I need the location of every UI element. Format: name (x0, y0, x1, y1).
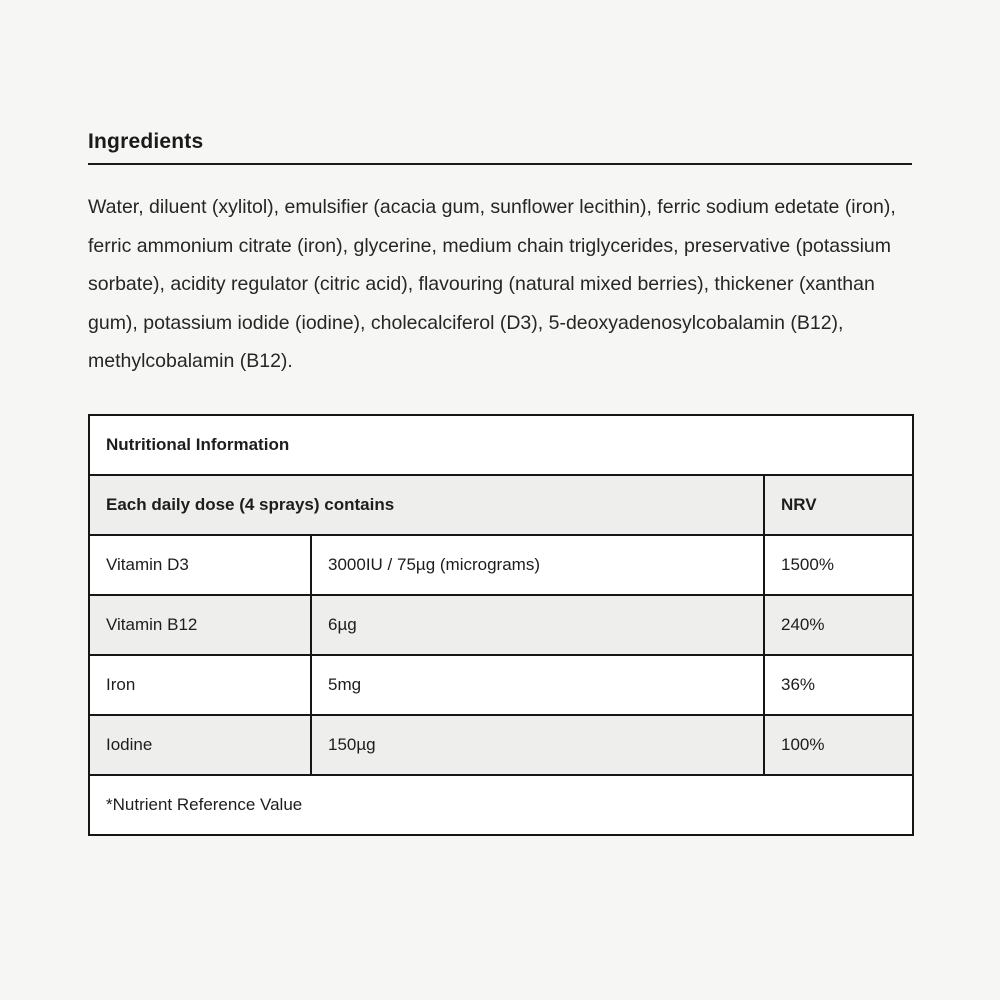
table-title-row (89, 415, 913, 475)
nrv-cell: 36% (764, 655, 913, 715)
nutrition-table-title: Nutritional Information (89, 415, 913, 475)
nutrient-reference-footnote: *Nutrient Reference Value (89, 775, 913, 835)
table-header-row (89, 475, 913, 535)
nutrient-name-cell: Vitamin D3 (89, 535, 311, 595)
nutrient-name-cell: Vitamin B12 (89, 595, 311, 655)
nrv-cell: 1500% (764, 535, 913, 595)
nrv-cell: 100% (764, 715, 913, 775)
amount-cell: 3000IU / 75µg (micrograms) (311, 535, 764, 595)
table-row (89, 655, 913, 715)
nrv-cell: 240% (764, 595, 913, 655)
nutrition-table (88, 414, 914, 836)
nrv-column-header: NRV (764, 475, 913, 535)
dose-column-header: Each daily dose (4 sprays) contains (89, 475, 764, 535)
amount-cell: 6µg (311, 595, 764, 655)
table-footnote-row (89, 775, 913, 835)
ingredients-heading: Ingredients (88, 130, 204, 153)
amount-cell: 5mg (311, 655, 764, 715)
ingredients-paragraph: Water, diluent (xylitol), emulsifier (acacia gum, sunflower lecithin), ferric sodium edetate (iron), ferric ammonium citrate (iron), glycerine, medium chain triglycerides, preservative (potassium sorbate), acidity regulator (citric acid), flavouring (natural mixed berries), thickener (xanthan gum), potassium iodide (iodine), cholecalciferol (D3), 5-deoxyadenosylcobalamin (B12), methylcobalamin (B12). (88, 196, 896, 372)
nutrient-name-cell: Iodine (89, 715, 311, 775)
nutrient-name-cell: Iron (89, 655, 311, 715)
table-row (89, 535, 913, 595)
table-row (89, 715, 913, 775)
amount-cell: 150µg (311, 715, 764, 775)
ingredients-section (88, 130, 912, 836)
table-row (89, 595, 913, 655)
ingredients-heading-underline (88, 130, 912, 165)
